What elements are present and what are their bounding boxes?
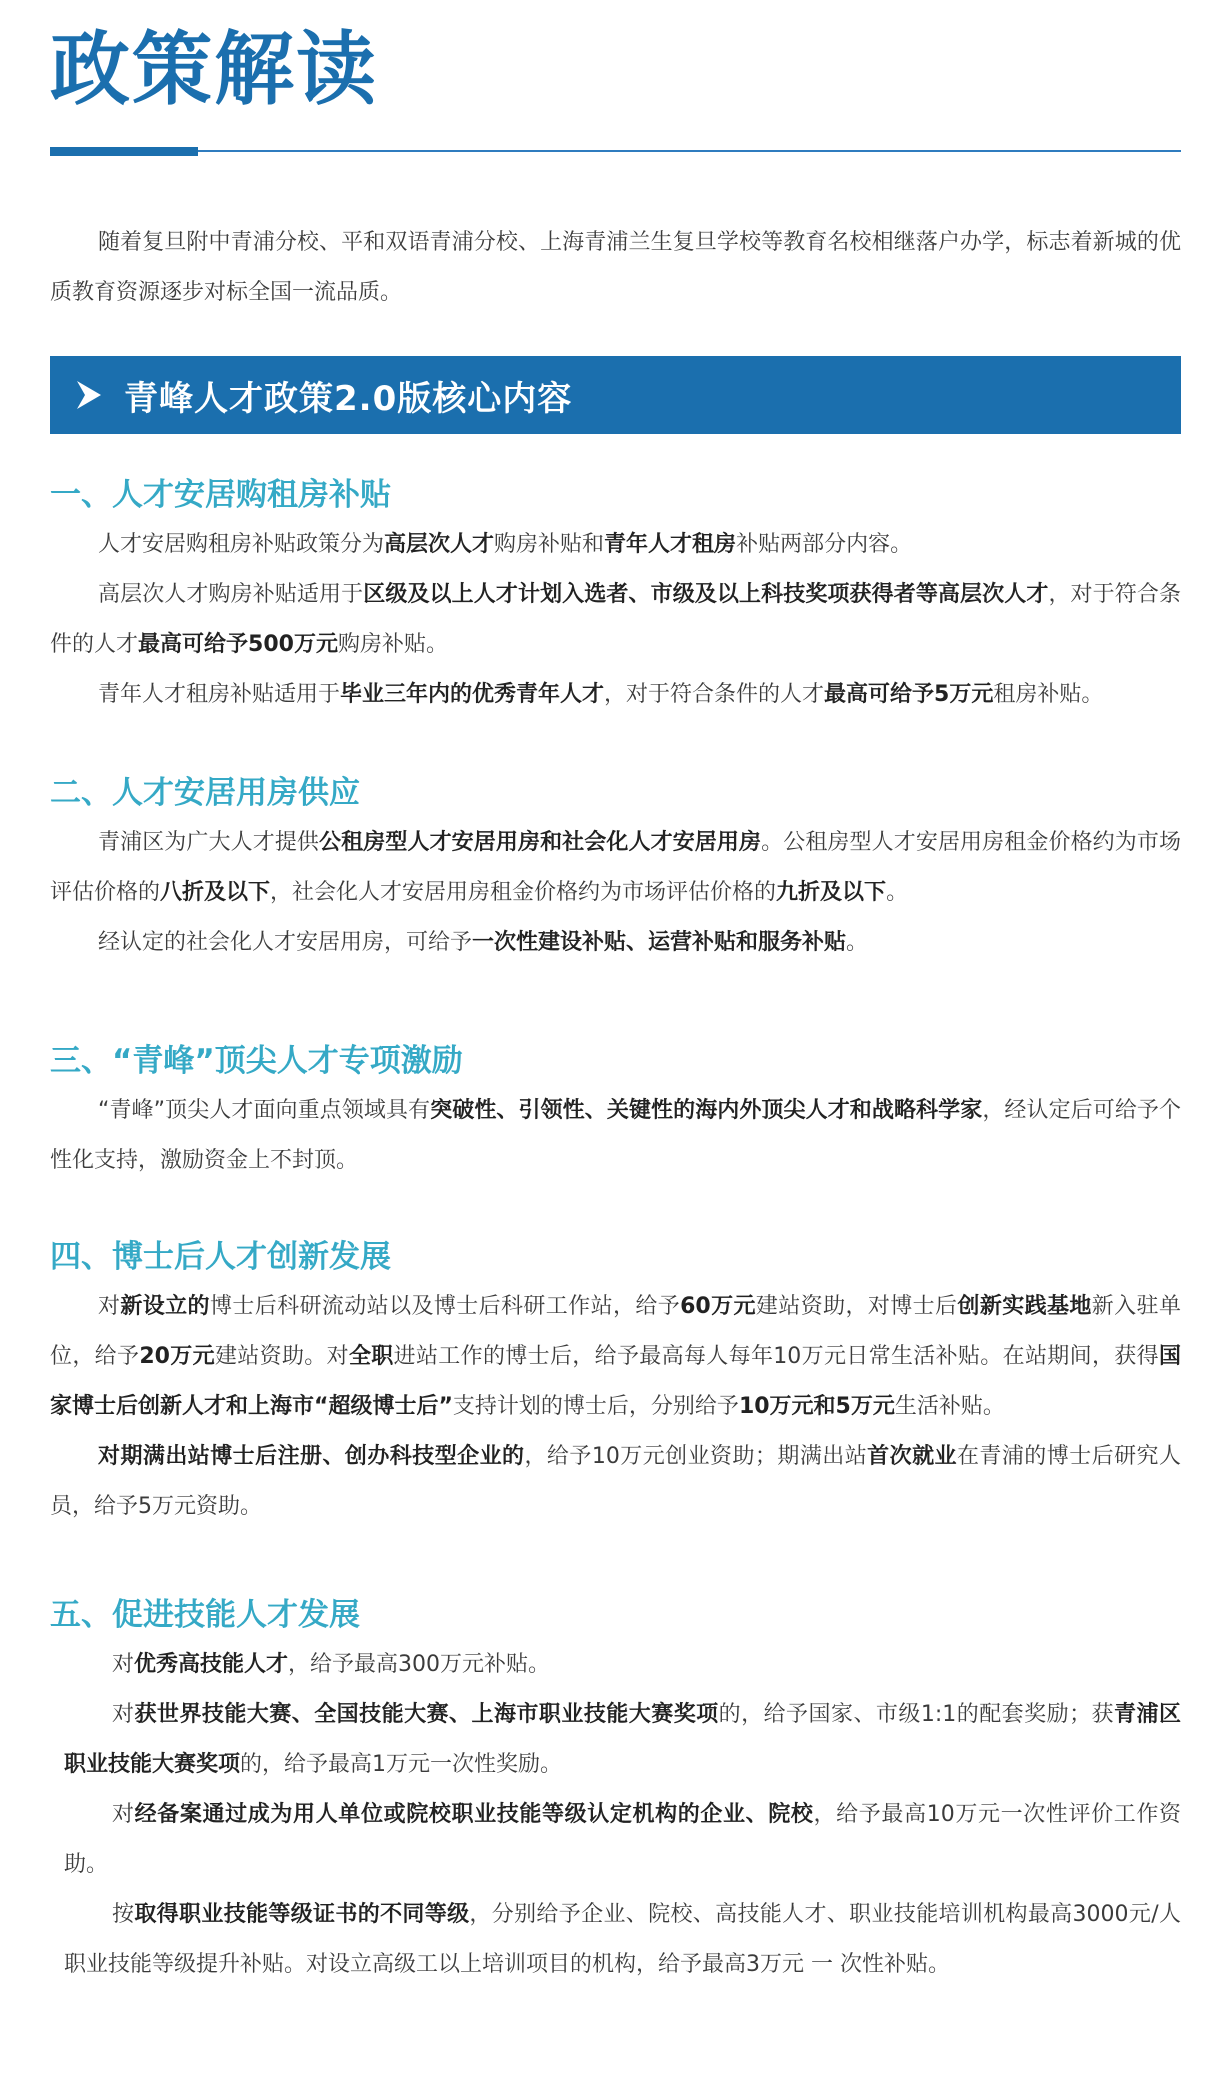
section-paragraph — [50, 520, 1181, 570]
policy-section — [50, 1232, 1181, 1532]
body-text: ，对于符合条件的人才 — [50, 582, 1181, 657]
section-paragraph — [50, 1890, 1181, 1990]
body-text: 租房补贴。 — [993, 682, 1104, 707]
emphasis-text: 取得职业技能等级证书的不同等级 — [134, 1902, 470, 1927]
body-text: 对 — [112, 1702, 135, 1727]
emphasis-text: 20万元 — [139, 1344, 215, 1369]
body-text: 的，给予最高1万元一次性奖励。 — [240, 1752, 563, 1777]
section-banner — [50, 356, 1181, 434]
body-text: ，给予10万元创业资助；期满出站 — [524, 1444, 868, 1469]
body-text: 经认定的社会化人才安居用房，可给予 — [98, 930, 473, 955]
body-text: ，给予最高300万元补贴。 — [288, 1652, 551, 1677]
section-heading: 三、“青峰”顶尖人才专项激励 — [50, 1043, 463, 1079]
emphasis-text: 最高可给予500万元 — [138, 632, 338, 657]
emphasis-text: 突破性、引领性、关键性的海内外顶尖人才和战略科学家 — [430, 1098, 983, 1123]
emphasis-text: 青浦区职业技能大赛奖项 — [64, 1702, 1181, 1777]
section-heading: 一、人才安居购租房补贴 — [50, 477, 391, 513]
emphasis-text: 新设立的 — [120, 1294, 210, 1319]
body-text: 。公租房型人才安居用房租金价格约为市场评估价格的 — [50, 830, 1181, 905]
body-text: 。 — [846, 930, 869, 955]
section-paragraph — [50, 670, 1181, 720]
body-text: ，经认定后可给予个性化支持，激励资金上不封顶。 — [50, 1098, 1181, 1173]
body-text: 支持计划的博士后，分别给予 — [452, 1394, 739, 1419]
emphasis-text: 青年人才租房 — [604, 532, 737, 557]
body-text: 的，给予国家、市级1:1的配套奖励；获 — [718, 1702, 1115, 1727]
body-text: 青年人才租房补贴适用于 — [98, 682, 341, 707]
policy-section — [50, 1590, 1181, 1990]
body-text: ，给予最高10万元一次性评价工作资助。 — [64, 1802, 1181, 1877]
emphasis-text: 首次就业 — [867, 1444, 957, 1469]
sections-container — [50, 470, 1181, 1990]
body-text: 建站资助，对博士后 — [755, 1294, 958, 1319]
emphasis-text: 国家博士后创新人才和上海市“超级博士后” — [50, 1344, 1181, 1419]
emphasis-text: 全职 — [348, 1344, 394, 1369]
section-paragraph — [50, 1282, 1181, 1432]
emphasis-text: 10万元和5万元 — [738, 1394, 895, 1419]
body-text: 新入驻单位，给予 — [50, 1294, 1181, 1369]
section-heading: 二、人才安居用房供应 — [50, 775, 360, 811]
emphasis-text: 60万元 — [680, 1294, 756, 1319]
body-text: 按 — [112, 1902, 135, 1927]
body-text: ，社会化人才安居用房租金价格约为市场评估价格的 — [270, 880, 777, 905]
policy-section — [50, 470, 1181, 720]
section-paragraph — [50, 818, 1181, 918]
emphasis-text: 八折及以下 — [160, 880, 271, 905]
body-text: ，分别给予企业、院校、高技能人才、职业技能培训机构最高3000元/人职业技能等级提升补贴。对设立高级工以上培训项目的机构，给予最高3万元 一 次性补贴。 — [64, 1902, 1181, 1977]
section-heading: 五、促进技能人才发展 — [50, 1597, 360, 1633]
body-text: 人才安居购租房补贴政策分为 — [98, 532, 385, 557]
body-text: 对 — [112, 1802, 135, 1827]
intro-paragraph: 随着复旦附中青浦分校、平和双语青浦分校、上海青浦兰生复旦学校等教育名校相继落户办学，标志着新城的优质教育资源逐步对标全国一流品质。 — [50, 230, 1181, 305]
emphasis-text: 九折及以下 — [776, 880, 887, 905]
title-divider-accent — [50, 147, 198, 156]
body-text: 购房补贴和 — [494, 532, 605, 557]
emphasis-text: 最高可给予5万元 — [824, 682, 994, 707]
body-text: 对 — [98, 1294, 121, 1319]
body-text: “青峰”顶尖人才面向重点领域具有 — [98, 1098, 431, 1123]
section-paragraph — [50, 1432, 1181, 1532]
emphasis-text: 毕业三年内的优秀青年人才 — [340, 682, 605, 707]
policy-section — [50, 768, 1181, 968]
banner-title: 青峰人才政策2.0版核心内容 — [124, 378, 573, 419]
body-text: 进站工作的博士后，给予最高每人每年10万元日常生活补贴。在站期间，获得 — [393, 1344, 1159, 1369]
body-text: 对 — [112, 1652, 135, 1677]
page-title: 政策解读 — [50, 23, 378, 116]
title-divider — [50, 150, 1181, 152]
emphasis-text: 区级及以上人才计划入选者、市级及以上科技奖项获得者等高层次人才 — [363, 582, 1049, 607]
chevron-right-icon — [68, 375, 108, 415]
body-text: 高层次人才购房补贴适用于 — [98, 582, 364, 607]
section-paragraph — [50, 1790, 1181, 1890]
body-text: 生活补贴。 — [894, 1394, 1005, 1419]
section-paragraph — [50, 1690, 1181, 1790]
body-text: 博士后科研流动站以及博士后科研工作站，给予 — [209, 1294, 681, 1319]
body-text: 购房补贴。 — [337, 632, 448, 657]
section-heading: 四、博士后人才创新发展 — [50, 1239, 391, 1275]
emphasis-text: 对期满出站博士后注册、创办科技型企业的 — [98, 1444, 525, 1469]
section-paragraph — [50, 1086, 1181, 1186]
section-paragraph — [50, 918, 1181, 968]
emphasis-text: 优秀高技能人才 — [134, 1652, 289, 1677]
emphasis-text: 获世界技能大赛、全国技能大赛、上海市职业技能大赛奖项 — [134, 1702, 719, 1727]
emphasis-text: 经备案通过成为用人单位或院校职业技能等级认定机构的企业、院校 — [134, 1802, 814, 1827]
body-text: 在青浦的博士后研究人员，给予5万元资助。 — [50, 1444, 1181, 1519]
body-text: ，对于符合条件的人才 — [604, 682, 825, 707]
emphasis-text: 创新实践基地 — [957, 1294, 1092, 1319]
emphasis-text: 高层次人才 — [384, 532, 495, 557]
policy-section — [50, 1036, 1181, 1186]
article-body — [50, 218, 1181, 1990]
body-text: 补贴两部分内容。 — [736, 532, 913, 557]
section-paragraph — [50, 1640, 1181, 1690]
body-text: 青浦区为广大人才提供 — [98, 830, 320, 855]
body-text: 建站资助。对 — [214, 1344, 349, 1369]
emphasis-text: 一次性建设补贴、运营补贴和服务补贴 — [472, 930, 847, 955]
body-text: 。 — [886, 880, 909, 905]
emphasis-text: 公租房型人才安居用房和社会化人才安居用房 — [319, 830, 762, 855]
section-paragraph — [50, 570, 1181, 670]
